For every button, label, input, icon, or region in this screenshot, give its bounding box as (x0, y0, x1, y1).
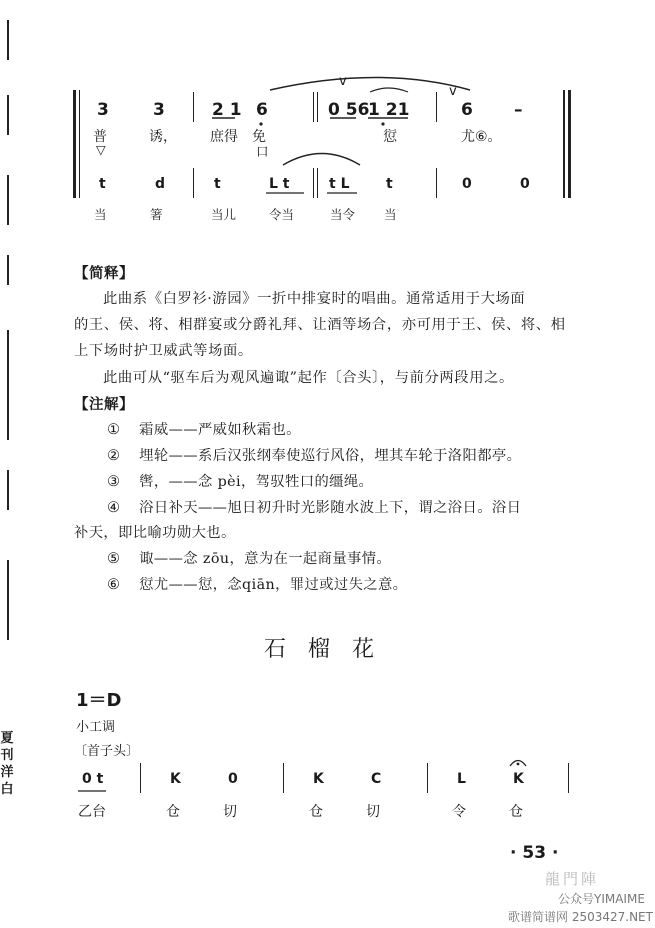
note: 6 (256, 100, 268, 120)
perc-syllable: 0 (228, 771, 238, 787)
note-number: ① (107, 422, 121, 438)
perc-lyric: 仓 (509, 804, 523, 820)
note-text: 诹——念 zōu，意为在一起商量事情。 (139, 551, 392, 567)
note-number: ② (107, 448, 121, 464)
mode-label: 小工调 (76, 720, 116, 735)
note: 1 21 (368, 100, 410, 120)
song-title: 石榴花 (264, 637, 397, 662)
watermark-logo: 龍門陣 (545, 870, 600, 888)
page-number: · 53 · (510, 843, 559, 863)
note: 6 (461, 100, 473, 120)
jianshi-line: 上下场时护卫威武等场面。 (74, 343, 253, 359)
margin-rule (7, 330, 9, 440)
note: – (514, 100, 523, 120)
jianshi-line: 此曲系《白罗衫·游园》一折中排宴时的唱曲。通常适用于大场面 (103, 291, 526, 307)
note-text: 补天，即比喻功勋大也。 (74, 525, 236, 541)
perc-syllable: L (457, 771, 466, 787)
perc-syllable: K (513, 771, 524, 787)
perc-syllable: d (155, 176, 166, 192)
lyric: 免 (252, 129, 266, 145)
perc-lyric: 仓 (309, 804, 323, 820)
note-item (74, 522, 236, 542)
barline (427, 763, 428, 793)
perc-syllable: 0 (462, 176, 472, 192)
perc-syllable: t L (329, 176, 350, 192)
perc-lyric: 令 (452, 804, 466, 820)
jianshi-line: 的王、侯、将、相群宴或分爵礼拜、让酒等场合，亦可用于王、侯、将、相 (74, 317, 566, 333)
perc-lyric: 乙台 (78, 804, 106, 820)
perc-lyric: 令当 (269, 207, 295, 222)
margin-rule (7, 560, 9, 640)
barline (140, 763, 141, 793)
margin-rule (7, 470, 9, 510)
perc-lyric: 当 (384, 207, 397, 222)
note-text: 霜威——严威如秋霜也。 (139, 422, 301, 438)
note-text: 愆尤——愆，念qiān，罪过或过失之意。 (139, 577, 408, 593)
perc-syllable: 0 (520, 176, 530, 192)
jianshi-line: 此曲可从“驱车后为观风遍诹”起作〔合头〕，与前分两段用之。 (103, 370, 514, 386)
note-text: 浴日补天——旭日初升时光影随水波上下，谓之浴日。浴日 (139, 500, 522, 516)
note-text: 辔，——念 pèi，驾驭牲口的缰绳。 (139, 474, 374, 490)
barline (283, 763, 284, 793)
note: 2 1 (212, 100, 242, 120)
note-number: ⑥ (107, 577, 121, 593)
perc-syllable: K (313, 771, 324, 787)
lyric: 普 (93, 129, 107, 145)
perc-syllable: C (371, 771, 382, 787)
note-item (107, 548, 391, 568)
key-signature: 1＝D (76, 690, 122, 711)
note-item (107, 445, 521, 465)
lyric: 尤⑥。 (461, 129, 502, 145)
perc-syllable: K (170, 771, 181, 787)
note-text: 埋轮——系后汉张纲奉使巡行风俗，埋其车轮于洛阳都亭。 (139, 448, 522, 464)
section-label: 〔首子头〕 (74, 744, 140, 759)
note: 3 (97, 100, 109, 120)
lyric: 庶得 (210, 129, 238, 145)
perc-syllable: t (99, 176, 106, 192)
note: 0 56 (328, 100, 370, 120)
perc-lyric: 箸 (150, 207, 163, 222)
accent-mark: v (339, 74, 347, 89)
score-top (0, 0, 655, 230)
note: 3 (153, 100, 165, 120)
fermata-mark (508, 755, 528, 769)
mark-box: 口 (256, 144, 269, 159)
score-bottom (0, 755, 655, 825)
perc-syllable: t (214, 176, 221, 192)
perc-syllable: L t (269, 176, 290, 192)
note-item (107, 574, 407, 594)
perc-syllable: t (386, 176, 393, 192)
perc-syllable: 0 t (82, 771, 104, 787)
jianshi-heading: 【简释】 (74, 266, 134, 282)
lyric: 愆 (383, 129, 397, 145)
perc-lyric: 切 (223, 804, 237, 820)
note-number: ③ (107, 474, 121, 490)
perc-lyric: 当令 (330, 207, 356, 222)
lyric: 诱， (149, 129, 177, 145)
perc-lyric: 当儿 (211, 207, 237, 222)
side-text: 夏 刊 洋 白 (0, 731, 14, 797)
barline (568, 763, 569, 793)
note-item (107, 497, 521, 517)
note-number: ⑤ (107, 551, 121, 567)
note-item (107, 419, 301, 439)
watermark-line: 公众号YIMAIME (558, 892, 645, 906)
zhujie-heading: 【注解】 (74, 397, 134, 413)
note-item (107, 471, 373, 491)
perc-lyric: 当 (94, 207, 107, 222)
note-number: ④ (107, 500, 121, 516)
perc-lyric: 仓 (166, 804, 180, 820)
mark-v: ▽ (96, 142, 106, 157)
underline-mark (78, 789, 108, 793)
accent-mark: v (449, 84, 457, 99)
margin-rule (7, 255, 9, 285)
watermark-line: 歌谱简谱网 2503427.NET (508, 910, 653, 924)
perc-lyric: 切 (366, 804, 380, 820)
